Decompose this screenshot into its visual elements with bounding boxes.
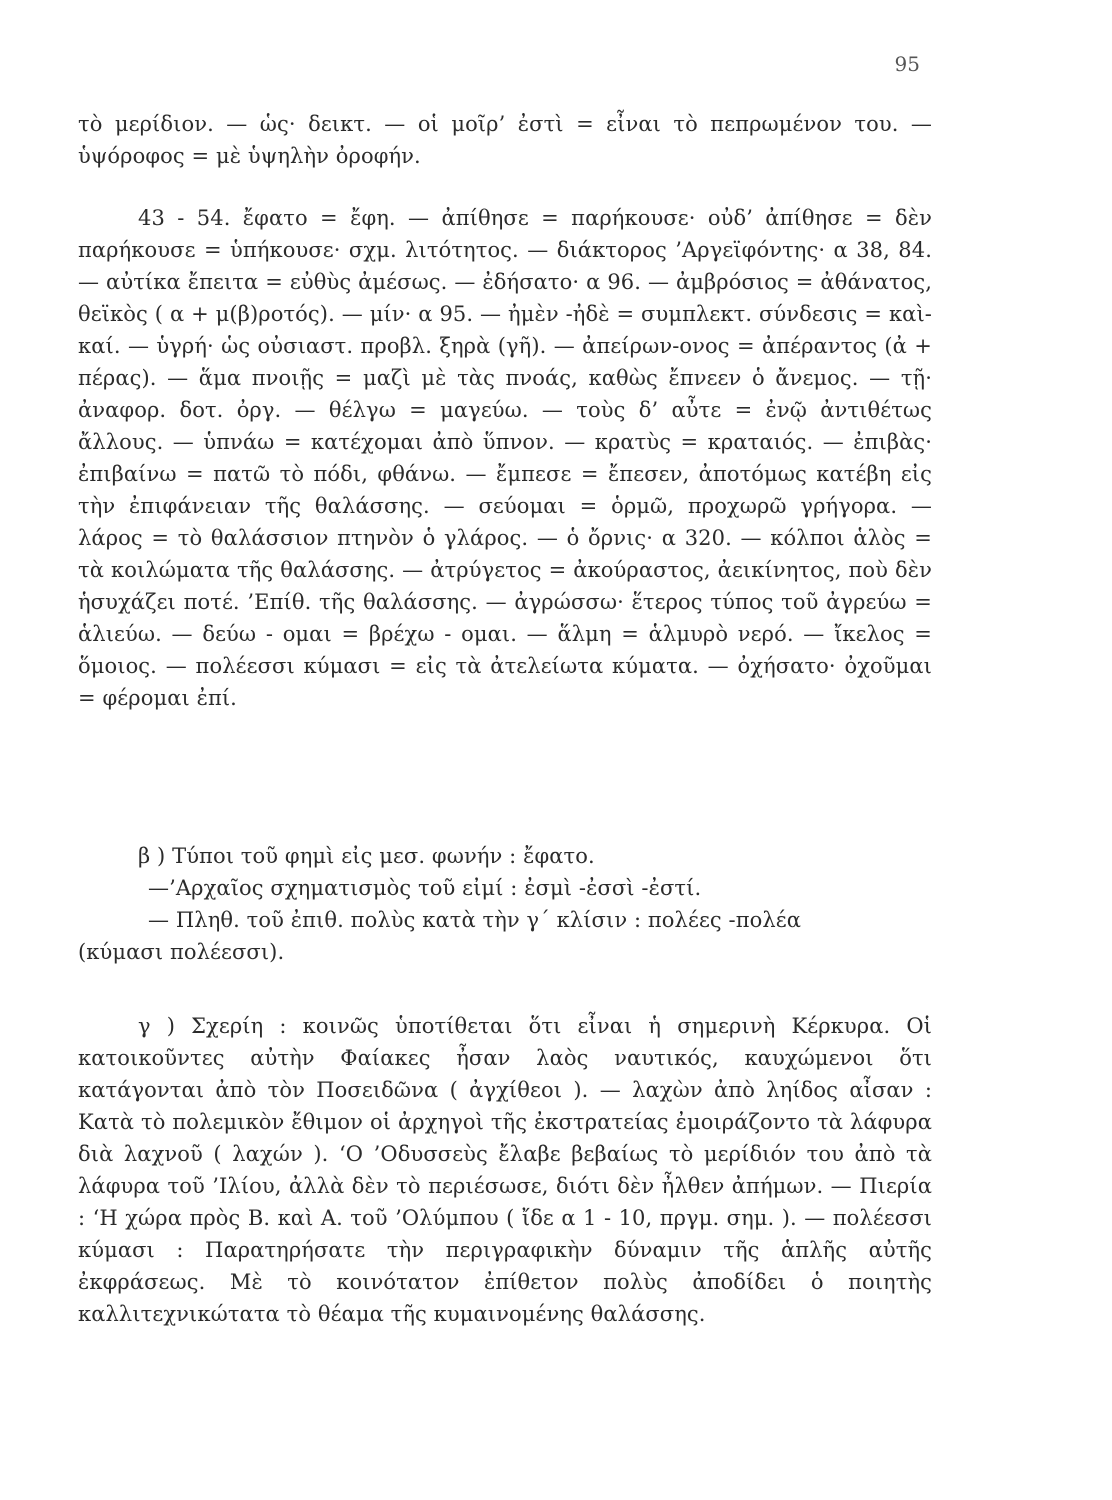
paragraph-text: τὸ μερίδιον. — ὡς· δεικτ. — οἱ μοῖρ’ ἐστὶ = εἶναι τὸ πεπρωμένον του. — ὑψόροφος = μὲ ὑψηλὴν ὀροφήν.	[78, 112, 932, 168]
paragraph-grammar-notes	[78, 840, 932, 968]
paragraph-commentary	[78, 1010, 932, 1330]
paragraph-glossary-intro	[78, 108, 932, 172]
paragraph-glossary-43-54	[78, 202, 932, 714]
grammar-note-line: β ) Τύποι τοῦ φημὶ εἰς μεσ. φωνήν : ἔφατο.	[138, 844, 595, 868]
grammar-note-line: — Πληθ. τοῦ ἐπιθ. πολὺς κατὰ τὴν γ΄ κλίσιν : πολέες -πολέα	[148, 908, 802, 932]
paragraph-text: 43 - 54. ἔφατο = ἔφη. — ἀπίθησε = παρήκουσε· οὐδ’ ἀπίθησε = δὲν παρήκουσε = ὑπήκουσε· σχμ. λιτότητος. — διάκτορος ’Αργεϊφόντης· α 38, 84. — αὐτίκα ἔπειτα = εὐθὺς ἀμέσως. — ἐδήσατο· α 96. — ἀμβρόσιος = ἀθάνατος, θεϊκὸς ( α + μ(β)ροτός). — μίν· α 95. — ἠμὲν -ἠδὲ = συμπλεκτ. σύνδεσις = καὶ-καί. — ὑγρή· ὡς οὐσιαστ. προβλ. ξηρὰ (γῆ). — ἀπείρων-ονος = ἀπέραντος (ἀ + πέρας). — ἅμα πνοιῇς = μαζὶ μὲ τὰς πνοάς, καθὼς ἔπνεεν ὁ ἄνεμος. — τῇ· ἀναφορ. δοτ. ὀργ. — θέλγω = μαγεύω. — τοὺς δ’ αὖτε = ἐνῷ ἀντιθέτως ἄλλους. — ὑπνάω = κατέχομαι ἀπὸ ὕπνον. — κρατὺς = κραταιός. — ἐπιβὰς· ἐπιβαίνω = πατῶ τὸ πόδι, φθάνω. — ἔμπεσε = ἔπεσεν, ἀποτόμως κατέβη εἰς τὴν ἐπιφάνειαν τῆς θαλάσσης. — σεύομαι = ὁρμῶ, προχωρῶ γρήγορα. — λάρος = τὸ θαλάσσιον πτηνὸν ὁ γλάρος. — ὁ ὄρνις· α 320. — κόλποι ἁλὸς = τὰ κοιλώματα τῆς θαλάσσης. — ἀτρύγετος = ἀκούραστος, ἀεικίνητος, ποὺ δὲν ἡσυχάζει ποτέ. ’Επίθ. τῆς θαλάσσης. — ἀγρώσσω· ἕτερος τύπος τοῦ ἀγρεύω = ἁλιεύω. — δεύω - ομαι = βρέχω - ομαι. — ἅλμη = ἁλμυρὸ νερό. — ἴκελος = ὅμοιος. — πολέεσσι κύμασι = εἰς τὰ ἀτελείωτα κύματα. — ὀχήσατο· ὀχοῦμαι = φέρομαι ἐπί.	[78, 206, 932, 710]
page-number: 95	[894, 52, 920, 76]
paragraph-text: γ ) Σχερίη : κοινῶς ὑποτίθεται ὅτι εἶναι ἡ σημερινὴ Κέρκυρα. Οἱ κατοικοῦντες αὐτὴν Φαίακες ἦσαν λαὸς ναυτικός, καυχώμενοι ὅτι κατάγονται ἀπὸ τὸν Ποσειδῶνα ( ἀγχίθεοι ). — λαχὼν ἀπὸ ληίδος αἶσαν : Κατὰ τὸ πολεμικὸν ἔθιμον οἱ ἀρχηγοὶ τῆς ἐκστρατείας ἐμοιράζοντο τὰ λάφυρα διὰ λαχνοῦ ( λαχών ). ‘Ο ’Οδυσσεὺς ἔλαβε βεβαίως τὸ μερίδιόν του ἀπὸ τὰ λάφυρα τοῦ ’Ιλίου, ἀλλὰ δὲν τὸ περιέσωσε, διότι δὲν ἦλθεν ἀπήμων. — Πιερία : ‘Η χώρα πρὸς Β. καὶ Α. τοῦ ’Ολύμπου ( ἴδε α 1 - 10, πργμ. σημ. ). — πολέεσσι κύμασι : Παρατηρήσατε τὴν περιγραφικὴν δύναμιν τῆς ἁπλῆς αὐτῆς ἐκφράσεως. Μὲ τὸ κοινότατον ἐπίθετον πολὺς ἀποδίδει ὁ ποιητὴς καλλιτεχνικώτατα τὸ θέαμα τῆς κυμαινομένης θαλάσσης.	[78, 1014, 932, 1326]
grammar-note-line: (κύμασι πολέεσσι).	[78, 940, 285, 964]
grammar-note-line: —’Αρχαῖος σχηματισμὸς τοῦ εἰμί : ἐσμὶ -ἐσσὶ -ἐστί.	[148, 876, 702, 900]
